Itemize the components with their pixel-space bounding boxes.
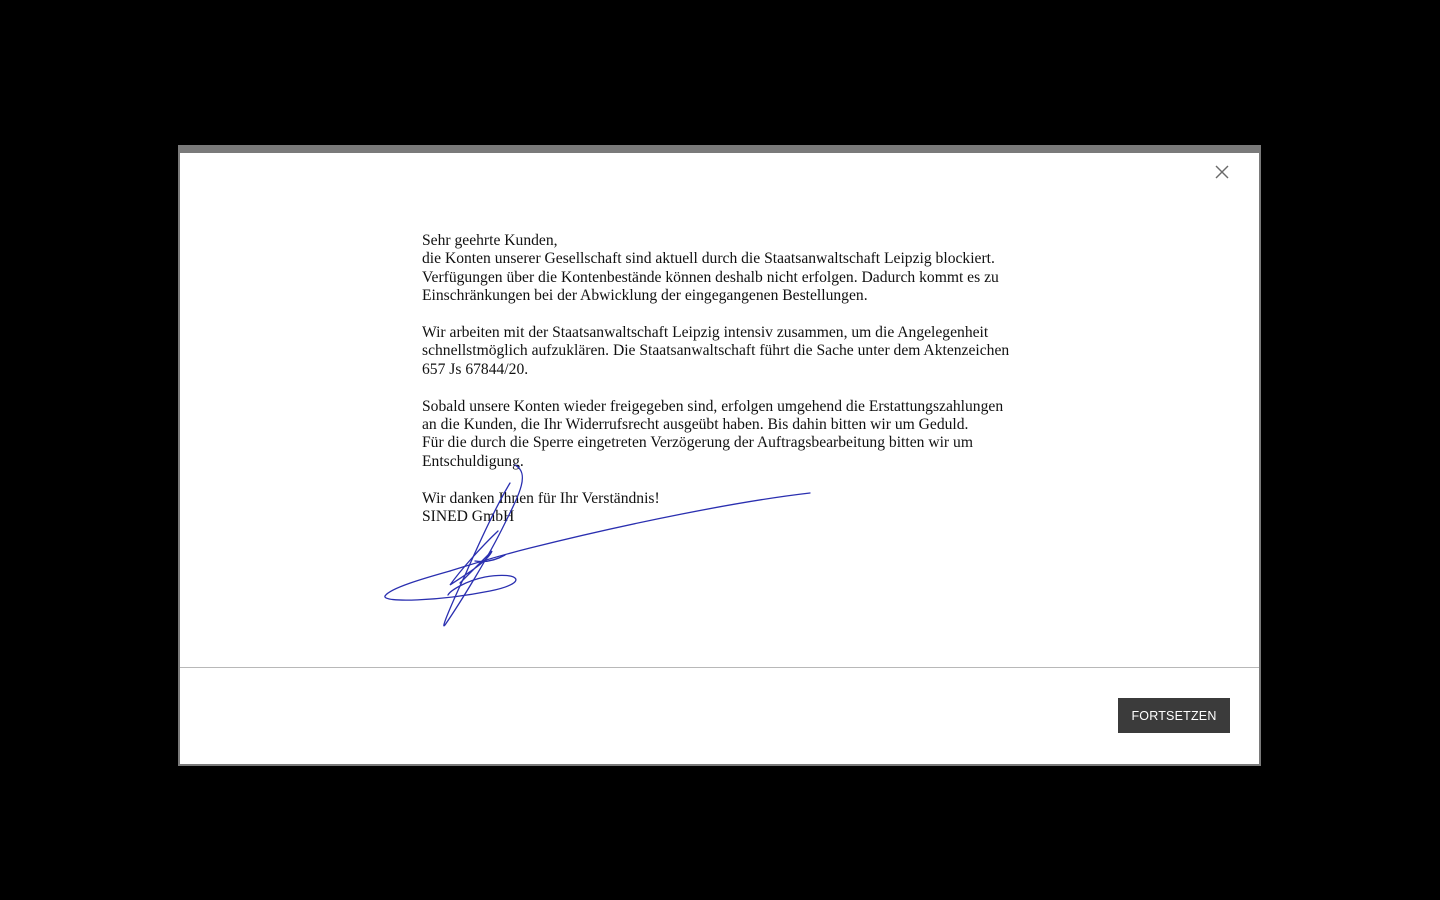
- letter-line: Sobald unsere Konten wieder freigegeben sind, erfolgen umgehend die Erstattungszahlungen: [422, 397, 1004, 415]
- notice-dialog: [178, 145, 1261, 766]
- letter-body: [422, 232, 1062, 545]
- continue-button[interactable]: FORTSETZEN: [1118, 698, 1230, 733]
- letter-line: Einschränkungen bei der Abwicklung der eingegangenen Bestellungen.: [422, 287, 868, 305]
- letter-line: Wir arbeiten mit der Staatsanwaltschaft Leipzig intensiv zusammen, um die Angelegenheit: [422, 324, 989, 342]
- letter-line: Verfügungen über die Kontenbestände können deshalb nicht erfolgen. Dadurch kommt es zu: [422, 268, 999, 286]
- letter-closing: [422, 490, 1062, 527]
- letter-paragraph-refunds: [422, 398, 1062, 472]
- letter-line: schnellstmöglich aufzuklären. Die Staatsanwaltschaft führt die Sache unter dem Aktenzeichen: [422, 342, 1010, 360]
- company-name: SINED GmbH: [422, 508, 515, 526]
- letter-line: die Konten unserer Gesellschaft sind aktuell durch die Staatsanwaltschaft Leipzig blockiert.: [422, 250, 995, 268]
- letter-paragraph-investigation: [422, 324, 1062, 379]
- letter-line: Sehr geehrte Kunden,: [422, 232, 558, 249]
- footer-divider: [180, 667, 1259, 668]
- letter-line: an die Kunden, die Ihr Widerrufsrecht ausgeübt haben. Bis dahin bitten wir um Geduld.: [422, 416, 969, 434]
- letter-line: 657 Js 67844/20.: [422, 360, 529, 378]
- letter-line: Für die durch die Sperre eingetreten Verzögerung der Auftragsbearbeitung bitten wir um: [422, 434, 973, 452]
- close-icon: [1211, 161, 1233, 183]
- letter-line: Entschuldigung.: [422, 452, 524, 470]
- close-button[interactable]: [1211, 161, 1233, 183]
- letter-paragraph-intro: [422, 232, 1062, 306]
- letter-line: Wir danken Ihnen für Ihr Verständnis!: [422, 489, 660, 507]
